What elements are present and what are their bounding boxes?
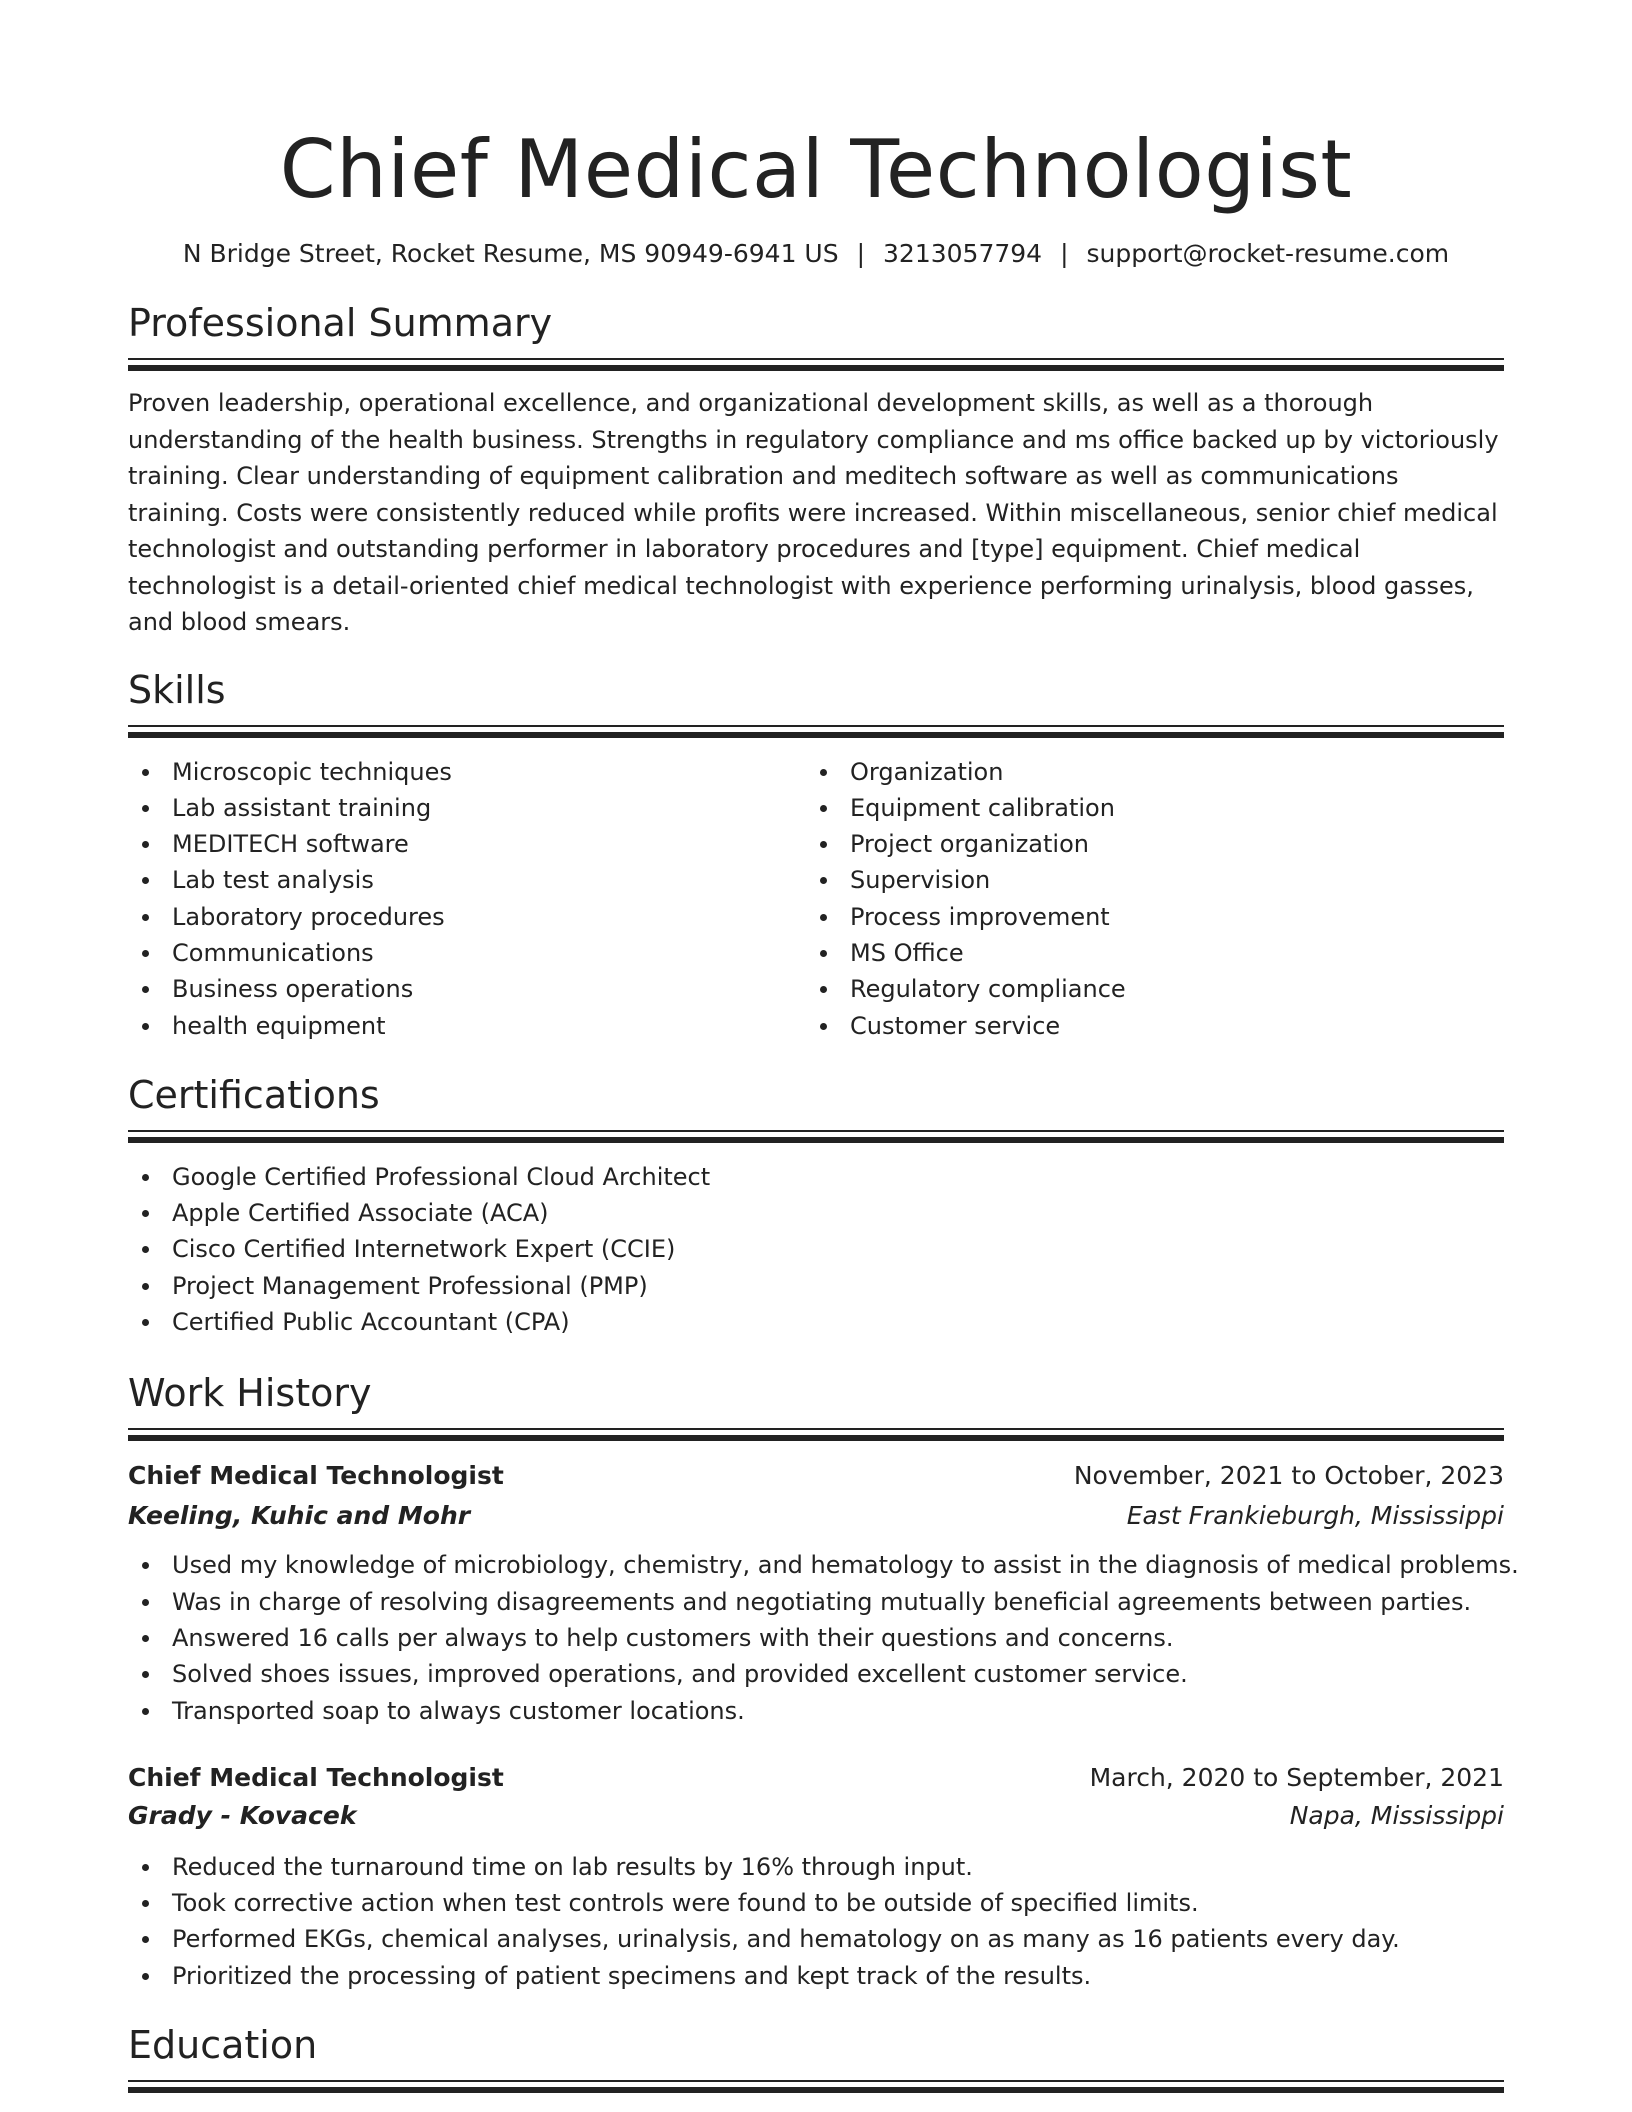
contact-address: N Bridge Street, Rocket Resume, MS 90949-6941 US (182, 239, 839, 268)
job-bullet: Prioritized the processing of patient specimens and kept track of the results. (128, 1958, 1504, 1994)
job-location: Napa, Mississippi (1289, 1800, 1504, 1830)
job-entry (128, 1457, 1519, 1728)
certification-item: Apple Certified Associate (ACA) (128, 1195, 1504, 1231)
section-divider (128, 1435, 1504, 1441)
job-bullet: Was in charge of resolving disagreements and negotiating mutually beneficial agreements between parties. (128, 1584, 1504, 1620)
job-bullet: Transported soap to always customer locations. (128, 1693, 1504, 1729)
job-title: Chief Medical Technologist (128, 1461, 504, 1491)
job-header-row (128, 1759, 1504, 1797)
skill-item: Supervision (806, 862, 1484, 898)
contact-line (128, 236, 1504, 272)
job-dates: March, 2020 to September, 2021 (1089, 1762, 1504, 1792)
section-divider (128, 2080, 1504, 2082)
section-divider (128, 1137, 1504, 1143)
education-section (128, 2020, 1504, 2093)
skill-item: MS Office (806, 935, 1484, 971)
section-title-work-history: Work History (128, 1371, 372, 1416)
job-bullet: Solved shoes issues, improved operations, and provided excellent customer service. (128, 1656, 1504, 1692)
summary-text: Proven leadership, operational excellence, and organizational development skills, as well as a thorough understanding of the health business. Strengths in regulatory compliance and ms office backed up by victoriously training. Clear understanding of equipment calibration and meditech software as well as communications training. Costs were consistently reduced while profits were increased. Within miscellaneous, senior chief medical technologist and outstanding performer in laboratory procedures and [type] equipment. Chief medical technologist is a detail-oriented chief medical technologist with experience performing urinalysis, blood gasses, and blood smears. (128, 389, 1499, 636)
skill-item: Project organization (806, 826, 1484, 862)
skill-item: health equipment (128, 1008, 806, 1044)
skills-columns (128, 754, 1504, 1044)
skills-list-left (128, 754, 806, 1044)
section-divider (128, 365, 1504, 371)
skill-item: Customer service (806, 1008, 1484, 1044)
skill-item: Communications (128, 935, 806, 971)
skill-item: Equipment calibration (806, 790, 1484, 826)
resume-page (128, 0, 1519, 2093)
skill-item: Lab test analysis (128, 862, 806, 898)
job-bullet: Performed EKGs, chemical analyses, urinalysis, and hematology on as many as 16 patients every day. (128, 1921, 1504, 1957)
job-header-row (128, 1457, 1504, 1495)
job-subheader-row (128, 1797, 1504, 1835)
skill-item: Regulatory compliance (806, 971, 1484, 1007)
section-divider (128, 358, 1504, 360)
certification-item: Certified Public Accountant (CPA) (128, 1304, 1504, 1340)
job-location: East Frankieburgh, Mississippi (1126, 1501, 1504, 1531)
certifications-list (128, 1159, 1504, 1340)
skill-item: MEDITECH software (128, 826, 806, 862)
skill-item: Microscopic techniques (128, 754, 806, 790)
job-entry (128, 1759, 1504, 1994)
job-company: Keeling, Kuhic and Mohr (128, 1501, 471, 1531)
skills-section (128, 665, 1504, 1044)
section-divider (128, 2087, 1504, 2093)
job-bullets (128, 1547, 1519, 1728)
contact-phone: 3213057794 (883, 239, 1043, 268)
job-bullet: Reduced the turnaround time on lab results by 16% through input. (128, 1849, 1504, 1885)
job-dates: November, 2021 to October, 2023 (1073, 1461, 1504, 1491)
certification-item: Cisco Certified Internetwork Expert (CCIE) (128, 1231, 1504, 1267)
certification-item: Project Management Professional (PMP) (128, 1268, 1504, 1304)
section-title-certifications: Certifications (128, 1072, 380, 1117)
skill-item: Lab assistant training (128, 790, 806, 826)
section-divider (128, 725, 1504, 727)
certifications-section (128, 1070, 1504, 1340)
skill-item: Laboratory procedures (128, 899, 806, 935)
section-title-skills: Skills (128, 667, 226, 712)
section-divider (128, 1428, 1504, 1430)
resume-name: Chief Medical Technologist (279, 123, 1353, 216)
skill-item: Business operations (128, 971, 806, 1007)
skills-list-right (806, 754, 1484, 1044)
contact-email: support@rocket-resume.com (1086, 239, 1450, 268)
contact-separator: | (856, 239, 866, 268)
section-divider (128, 1130, 1504, 1132)
job-title: Chief Medical Technologist (128, 1762, 504, 1792)
section-title-summary: Professional Summary (128, 301, 553, 345)
summary-section (128, 298, 1504, 641)
skill-item: Organization (806, 754, 1484, 790)
job-bullet: Answered 16 calls per always to help customers with their questions and concerns. (128, 1620, 1504, 1656)
section-title-education: Education (128, 2023, 318, 2068)
work-history-section (128, 1368, 1519, 1994)
section-divider (128, 732, 1504, 738)
job-subheader-row (128, 1497, 1504, 1535)
contact-separator: | (1060, 239, 1069, 268)
job-bullet: Took corrective action when test controls were found to be outside of specified limits. (128, 1885, 1504, 1921)
skill-item: Process improvement (806, 899, 1484, 935)
job-company: Grady - Kovacek (128, 1800, 357, 1830)
job-bullets (128, 1849, 1504, 1994)
certification-item: Google Certified Professional Cloud Architect (128, 1159, 1504, 1195)
job-bullet: Used my knowledge of microbiology, chemistry, and hematology to assist in the diagnosis of medical problems. (128, 1547, 1504, 1583)
